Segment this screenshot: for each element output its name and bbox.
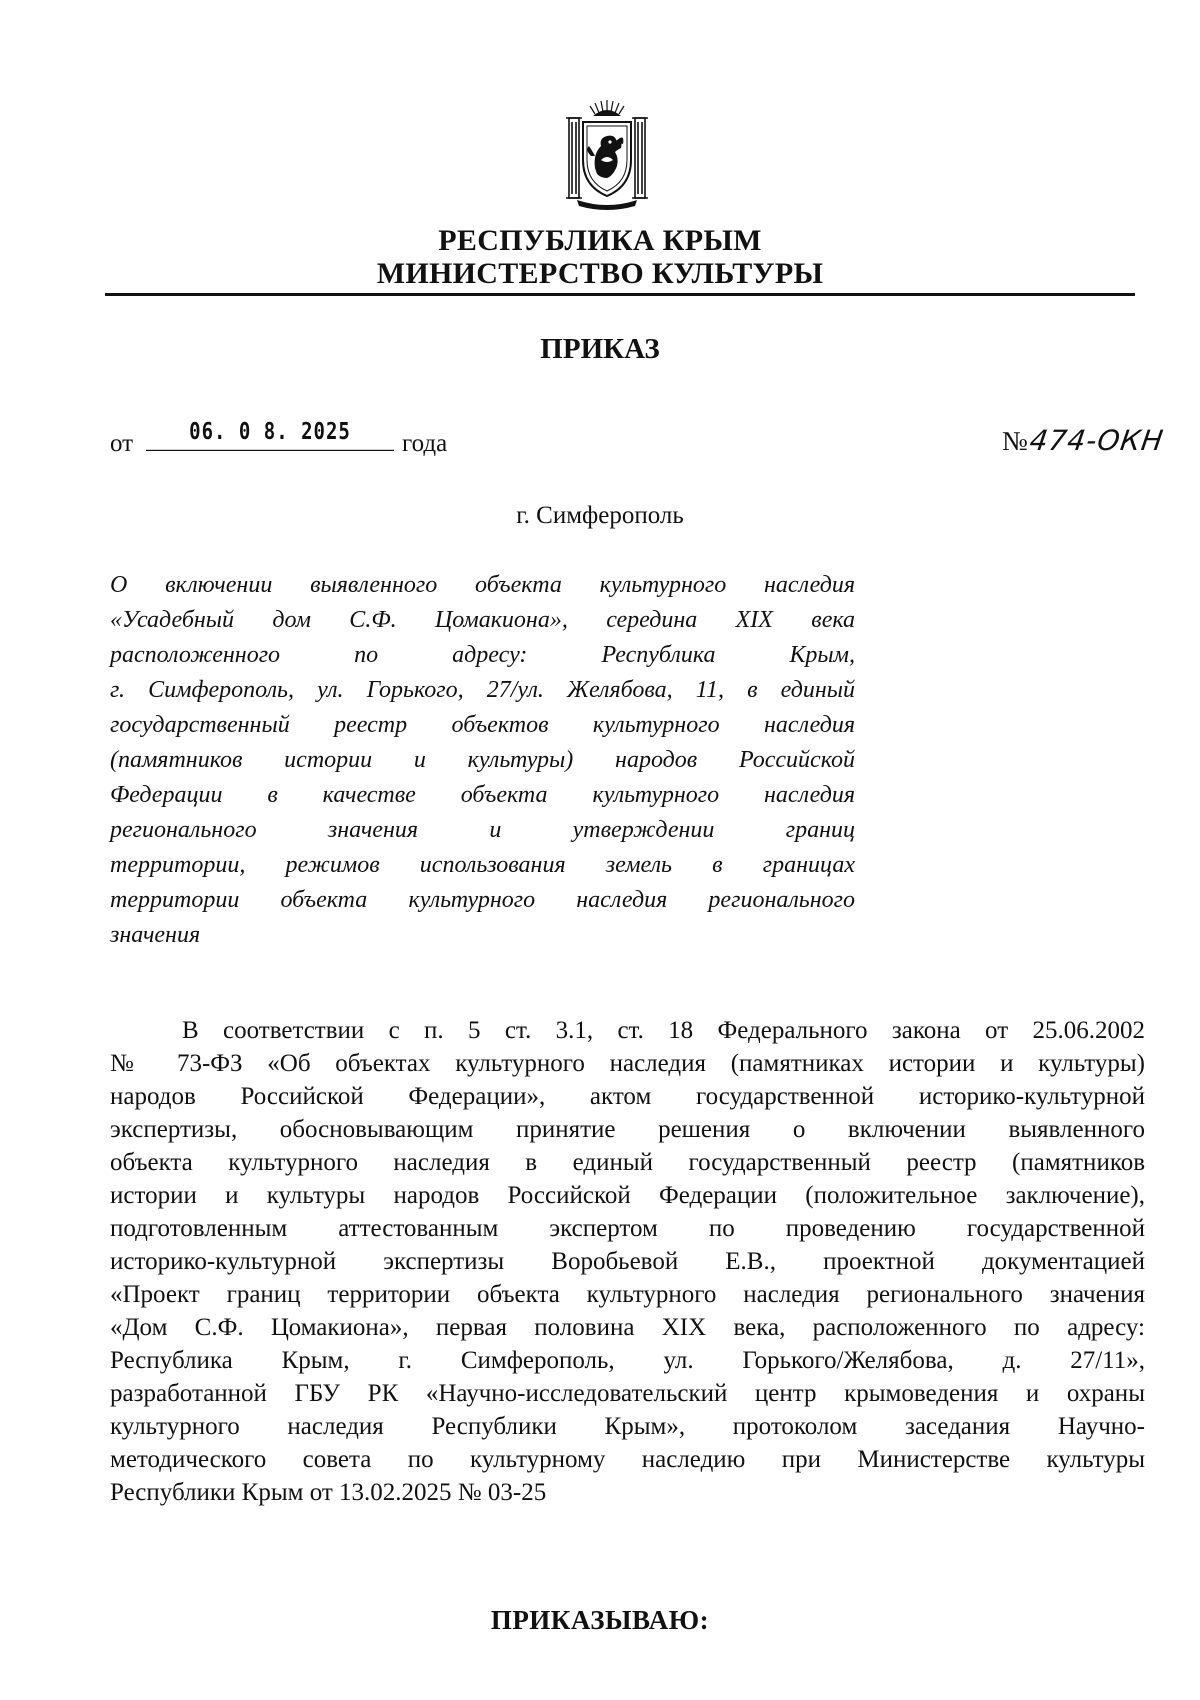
subject-line: территории объекта культурного наследия регионального <box>110 887 855 913</box>
order-directive-heading: ПРИКАЗЫВАЮ: <box>490 1605 710 1635</box>
preamble-line: «Дом С.Ф. Цомакиона», первая половина XIX века, расположенного по адресу: <box>110 1314 1145 1341</box>
document-type-title: ПРИКАЗ <box>540 333 660 365</box>
preamble-line: подготовленным аттестованным экспертом по проведению государственной <box>110 1215 1145 1242</box>
preamble-line: Республики Крым от 13.02.2025 № 03-25 <box>110 1479 547 1506</box>
date-prefix: от <box>110 430 134 457</box>
preamble-line: «Проект границ территории объекта культурного наследия регионального значения <box>110 1281 1145 1308</box>
date-suffix: года <box>402 430 448 457</box>
preamble-line: объекта культурного наследия в единый государственный реестр (памятников <box>110 1149 1145 1176</box>
preamble-line: разработанной ГБУ РК «Научно-исследовательский центр крымоведения и охраны <box>110 1380 1145 1407</box>
order-number <box>1002 424 1166 457</box>
subject-line: г. Симферополь, ул. Горького, 27/ул. Желябова, 11, в единый <box>110 677 855 703</box>
subject-line: «Усадебный дом С.Ф. Цомакиона», середина XIX века <box>110 607 855 633</box>
preamble-line: В соответствии с п. 5 ст. 3.1, ст. 18 Федерального закона от 25.06.2002 <box>182 1017 1145 1044</box>
preamble-line: истории и культуры народов Российской Федерации (положительное заключение), <box>110 1182 1145 1209</box>
handwritten-order-number: 474-ОКН <box>1027 424 1166 457</box>
subject-line: расположенного по адресу: Республика Крым, <box>110 642 855 668</box>
subject-line: регионального значения и утверждении границ <box>110 817 855 843</box>
subject-line: (памятников истории и культуры) народов Российской <box>110 747 855 773</box>
preamble-line: методического совета по культурному наследию при Министерстве культуры <box>110 1446 1145 1473</box>
preamble-line: № 73-ФЗ «Об объектах культурного наследия (памятниках истории и культуры) <box>110 1050 1145 1077</box>
crimea-coat-of-arms-icon <box>563 96 651 210</box>
preamble-line: историко-культурной экспертизы Воробьевой Е.В., проектной документацией <box>110 1248 1145 1275</box>
org-name-line-2: МИНИСТЕРСТВО КУЛЬТУРЫ <box>376 257 824 290</box>
subject-line: государственный реестр объектов культурного наследия <box>110 712 855 738</box>
subject-line: О включении выявленного объекта культурного наследия <box>110 572 855 598</box>
city-line: г. Симферополь <box>516 502 684 529</box>
order-subject <box>110 568 855 953</box>
number-sign: № <box>1002 426 1028 456</box>
subject-line: территории, режимов использования земель в границах <box>110 852 855 878</box>
preamble-line: экспертизы, обосновывающим принятие решения о включении выявленного <box>110 1116 1145 1143</box>
subject-line: значения <box>110 922 201 948</box>
preamble-line: культурного наследия Республики Крым», протоколом заседания Научно- <box>110 1413 1145 1440</box>
subject-line: Федерации в качестве объекта культурного наследия <box>110 782 855 808</box>
date-stamp: 06. 0 8. 2025 <box>146 419 394 451</box>
preamble-line: народов Российской Федерации», актом государственной историко-культурной <box>110 1083 1145 1110</box>
header-divider <box>105 293 1135 296</box>
org-name-line-1: РЕСПУБЛИКА КРЫМ <box>438 224 762 257</box>
preamble-paragraph <box>110 1014 1145 1509</box>
preamble-line: Республика Крым, г. Симферополь, ул. Горького/Желябова, д. 27/11», <box>110 1347 1145 1374</box>
